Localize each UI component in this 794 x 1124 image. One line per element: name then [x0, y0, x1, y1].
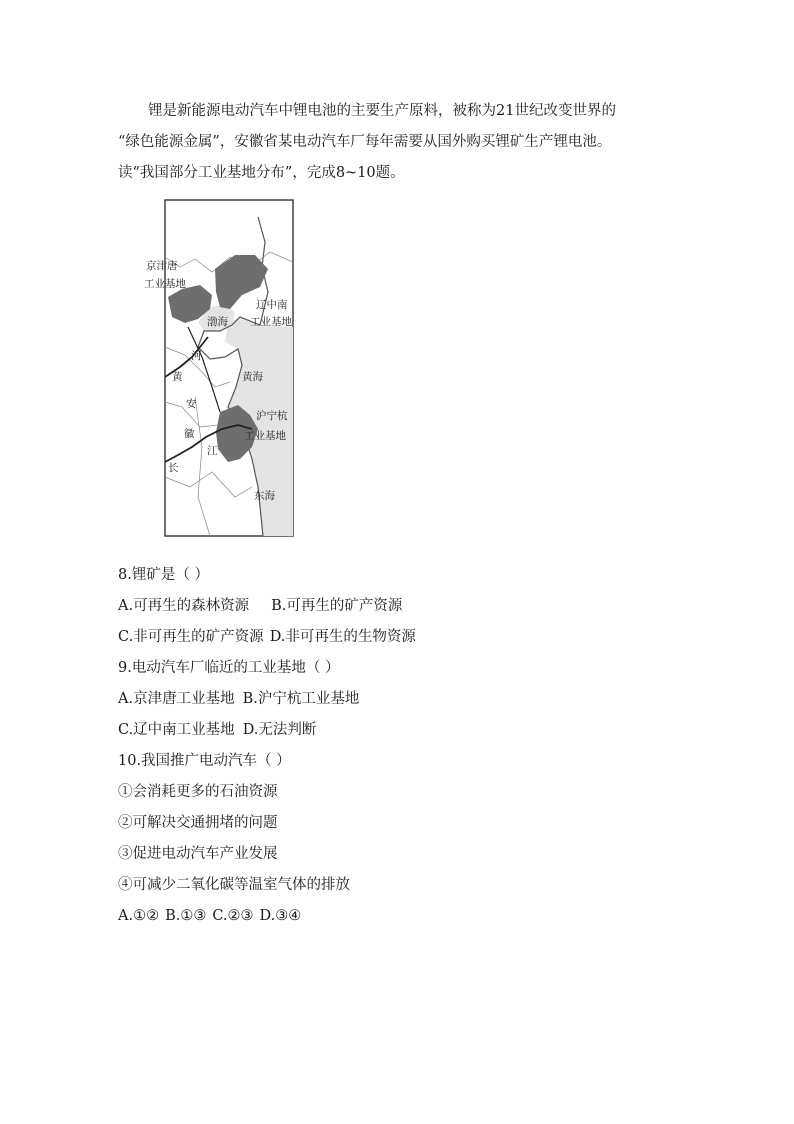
- label-bohai: 渤海: [207, 316, 228, 328]
- q10-statement-4: ④可减少二氧化碳等温室气体的排放: [118, 877, 350, 893]
- q9-options-row-1: [118, 684, 678, 715]
- q8-option-a[interactable]: A.可再生的森林资源: [118, 598, 250, 614]
- intro-line-3: 读“我国部分工业基地分布”，完成8~10题。: [118, 165, 405, 181]
- label-huanghai: 黄海: [242, 371, 263, 383]
- q8-option-b[interactable]: B.可再生的矿产资源: [271, 598, 403, 614]
- q8-option-d[interactable]: D.非可再生的生物资源: [269, 629, 416, 645]
- q10-option-a[interactable]: A.①②: [118, 908, 160, 924]
- q10-option-c[interactable]: C.②③: [212, 908, 254, 924]
- label-an: 安: [186, 398, 197, 410]
- q10-option-d[interactable]: D.③④: [259, 908, 302, 924]
- q9-stem: 9.电动汽车厂临近的工业基地（ ）: [118, 660, 340, 676]
- label-he: 河: [191, 350, 202, 362]
- q8-options-row-1: [118, 591, 678, 622]
- label-huang: 黄: [172, 371, 183, 383]
- label-jjt-1: 京津唐: [146, 260, 178, 272]
- q8-option-c[interactable]: C.非可再生的矿产资源: [118, 629, 264, 645]
- q10-statement-3: ③促进电动汽车产业发展: [118, 846, 278, 862]
- q10-stem: 10.我国推广电动汽车（ ）: [118, 753, 291, 769]
- q10-option-b[interactable]: B.①③: [165, 908, 207, 924]
- label-lzn-1: 辽中南: [256, 299, 288, 311]
- q9-option-d[interactable]: D.无法判断: [242, 722, 317, 738]
- intro-paragraph: [118, 96, 678, 189]
- label-jiang: 江: [207, 445, 218, 457]
- label-jjt-2: 工业基地: [144, 278, 186, 290]
- q10-statement-1: ①会消耗更多的石油资源: [118, 784, 278, 800]
- q8-stem: 8.锂矿是（ ）: [118, 567, 209, 583]
- label-hui: 徽: [184, 428, 195, 440]
- q9-option-b[interactable]: B.沪宁杭工业基地: [242, 691, 360, 707]
- q8-options-row-2: [118, 622, 678, 653]
- label-hnh-1: 沪宁杭: [256, 410, 288, 422]
- q9-options-row-2: [118, 715, 678, 746]
- label-chang: 长: [168, 462, 179, 474]
- label-hnh-2: 工业基地: [244, 430, 286, 442]
- q9-option-a[interactable]: A.京津唐工业基地: [118, 691, 235, 707]
- industrial-base-map: [140, 197, 300, 542]
- intro-line-2: “绿色能源金属”，安徽省某电动汽车厂每年需要从国外购买锂矿生产锂电池。: [118, 134, 612, 150]
- q10-answers-row: [118, 901, 678, 932]
- label-donghai: 东海: [254, 490, 275, 502]
- label-lzn-2: 工业基地: [250, 316, 292, 328]
- q9-option-c[interactable]: C.辽中南工业基地: [118, 722, 235, 738]
- question-list: [118, 560, 678, 932]
- intro-line-1: 锂是新能源电动汽车中锂电池的主要生产原料，被称为21世纪改变世界的: [148, 103, 616, 119]
- q10-statement-2: ②可解决交通拥堵的问题: [118, 815, 278, 831]
